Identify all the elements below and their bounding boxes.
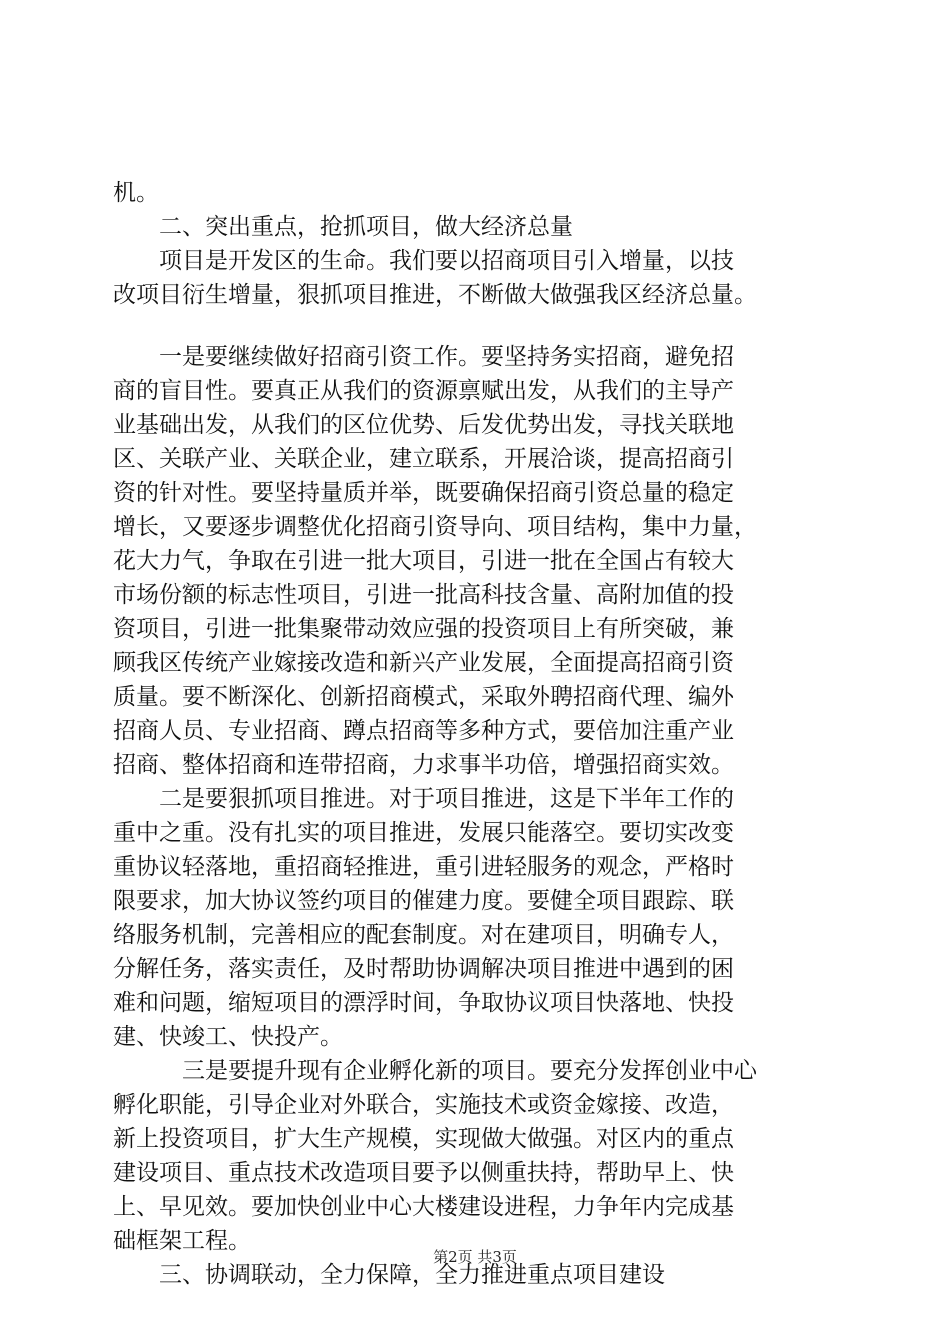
paragraph-line: 花大力气，争取在引进一批大项目，引进一批在全国占有较大 — [113, 548, 734, 574]
paragraph-line: 增长，又要逐步调整优化招商引资导向、项目结构，集中力量， — [113, 514, 757, 540]
paragraph-line: 建、快竣工、快投产。 — [113, 1024, 343, 1050]
paragraph-line: 络服务机制，完善相应的配套制度。对在建项目，明确专人， — [113, 922, 734, 948]
paragraph-line: 上、早见效。要加快创业中心大楼建设进程，力争年内完成基 — [113, 1194, 734, 1220]
paragraph-line: 础框架工程。 — [113, 1228, 251, 1254]
paragraph-line: 资项目，引进一批集聚带动效应强的投资项目上有所突破，兼 — [113, 616, 734, 642]
paragraph-line: 重协议轻落地，重招商轻推进，重引进轻服务的观念，严格时 — [113, 854, 734, 880]
paragraph-line: 招商、整体招商和连带招商，力求事半功倍，增强招商实效。 — [113, 752, 734, 778]
paragraph-line: 分解任务，落实责任，及时帮助协调解决项目推进中遇到的困 — [113, 956, 734, 982]
paragraph-line: 限要求，加大协议签约项目的催建力度。要健全项目跟踪、联 — [113, 888, 734, 914]
paragraph-line: 区、关联产业、关联企业，建立联系，开展洽谈，提高招商引 — [113, 446, 734, 472]
paragraph-line: 重中之重。没有扎实的项目推进，发展只能落空。要切实改变 — [113, 820, 734, 846]
paragraph-gap — [113, 312, 843, 340]
paragraph-line: 一是要继续做好招商引资工作。要坚持务实招商，避免招 — [159, 344, 734, 370]
paragraph-line: 市场份额的标志性项目，引进一批高科技含量、高附加值的投 — [113, 582, 734, 608]
paragraph-line: 改项目衍生增量，狠抓项目推进，不断做大做强我区经济总量。 — [113, 282, 757, 308]
paragraph-line: 建设项目、重点技术改造项目要予以侧重扶持，帮助早上、快 — [113, 1160, 734, 1186]
text-line: 机。 — [113, 180, 159, 206]
paragraph-line: 二是要狠抓项目推进。对于项目推进，这是下半年工作的 — [159, 786, 734, 812]
paragraph-line: 三是要提升现有企业孵化新的项目。要充分发挥创业中心 — [182, 1058, 757, 1084]
section-heading: 三、协调联动，全力保障，全力推进重点项目建设 — [159, 1262, 665, 1288]
paragraph-line: 业基础出发，从我们的区位优势、后发优势出发，寻找关联地 — [113, 412, 734, 438]
paragraph-line: 难和问题，缩短项目的漂浮时间，争取协议项目快落地、快投 — [113, 990, 734, 1016]
paragraph-line: 资的针对性。要坚持量质并举，既要确保招商引资总量的稳定 — [113, 480, 734, 506]
paragraph-line: 质量。要不断深化、创新招商模式，采取外聘招商代理、编外 — [113, 684, 734, 710]
paragraph-line: 孵化职能，引导企业对外联合，实施技术或资金嫁接、改造， — [113, 1092, 734, 1118]
paragraph-line: 顾我区传统产业嫁接改造和新兴产业发展，全面提高招商引资 — [113, 650, 734, 676]
paragraph-line: 商的盲目性。要真正从我们的资源禀赋出发，从我们的主导产 — [113, 378, 734, 404]
paragraph-line: 新上投资项目，扩大生产规模，实现做大做强。对区内的重点 — [113, 1126, 734, 1152]
document-body — [113, 176, 843, 1292]
page-number-footer: 第2页 共3页 — [433, 1248, 517, 1266]
paragraph-line: 项目是开发区的生命。我们要以招商项目引入增量，以技 — [159, 248, 734, 274]
paragraph-line: 招商人员、专业招商、蹲点招商等多种方式，要倍加注重产业 — [113, 718, 734, 744]
section-heading: 二、突出重点，抢抓项目，做大经济总量 — [159, 214, 573, 240]
